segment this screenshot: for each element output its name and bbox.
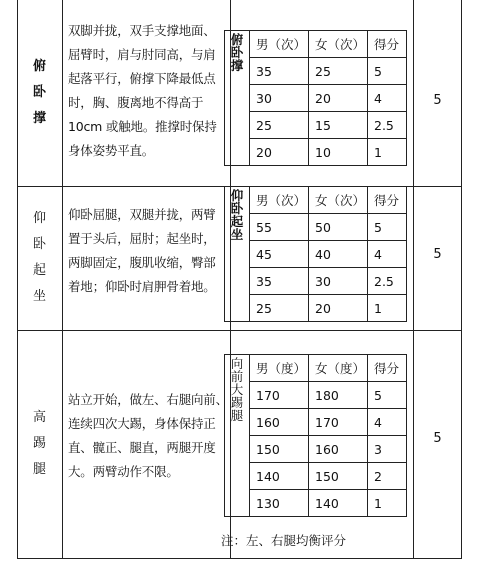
table-row: 25 15 2.5 xyxy=(225,112,407,139)
item-score: 5 xyxy=(433,93,442,108)
table-row: 170 180 5 xyxy=(225,382,407,409)
subtable-label: 向 前 大 踢 腿 xyxy=(225,355,250,517)
table-row: 35 30 2.5 xyxy=(225,268,407,295)
header-male: 男（次） xyxy=(250,31,309,58)
table-row: 140 150 2 xyxy=(225,463,407,490)
item-name: 俯 卧 撑 xyxy=(32,59,46,126)
header-score: 得分 xyxy=(368,31,407,58)
score-subtable xyxy=(224,186,407,322)
header-female: 女（次） xyxy=(309,187,368,214)
table-row xyxy=(17,330,462,559)
scoring-note: 注：左、右腿均衡评分 xyxy=(221,533,347,548)
subtable-label: 俯 卧 撑 xyxy=(225,31,250,166)
scoring-table xyxy=(17,0,462,558)
table-row: 130 140 1 xyxy=(225,490,407,517)
score-subtable xyxy=(224,30,407,166)
subtable-label: 仰 卧 起 坐 xyxy=(225,187,250,322)
item-description: 双脚并拢，双手支撑地面、 屈臂时，肩与肘同高，与肩 起落平行，俯撑下降最低点 时，胸、腹离地不得高于 10cm 或触地。推撑时保持 身体姿势平直。 xyxy=(68,23,217,158)
item-name: 仰 卧 起 坐 xyxy=(32,211,46,304)
header-male: 男（次） xyxy=(250,187,309,214)
header-score: 得分 xyxy=(368,187,407,214)
item-name: 高 踢 腿 xyxy=(32,410,46,477)
table-row: 30 20 4 xyxy=(225,85,407,112)
header-female: 女（次） xyxy=(309,31,368,58)
table-row: 160 170 4 xyxy=(225,409,407,436)
table-row: 55 50 5 xyxy=(225,214,407,241)
header-score: 得分 xyxy=(368,355,407,382)
item-description: 仰卧屈腿，双腿并拢，两臂 置于头后，屈肘；起坐时， 两脚固定，腹肌收缩，臀部 着地；仰卧时肩胛骨着地。 xyxy=(68,207,216,294)
table-row: 20 10 1 xyxy=(225,139,407,166)
item-score: 5 xyxy=(433,247,442,262)
table-row: 35 25 5 xyxy=(225,58,407,85)
table-row xyxy=(17,0,462,187)
score-subtable xyxy=(224,354,407,517)
table-row: 150 160 3 xyxy=(225,436,407,463)
table-row xyxy=(17,186,462,331)
table-row: 25 20 1 xyxy=(225,295,407,322)
item-score: 5 xyxy=(433,431,442,446)
header-male: 男（度） xyxy=(250,355,309,382)
table-row: 45 40 4 xyxy=(225,241,407,268)
header-female: 女（度） xyxy=(309,355,368,382)
item-description: 站立开始，做左、右腿向前、 连续四次大踢，身体保持正 直、髋正、腿直，两腿开度 大。两臂动作不限。 xyxy=(68,392,228,479)
